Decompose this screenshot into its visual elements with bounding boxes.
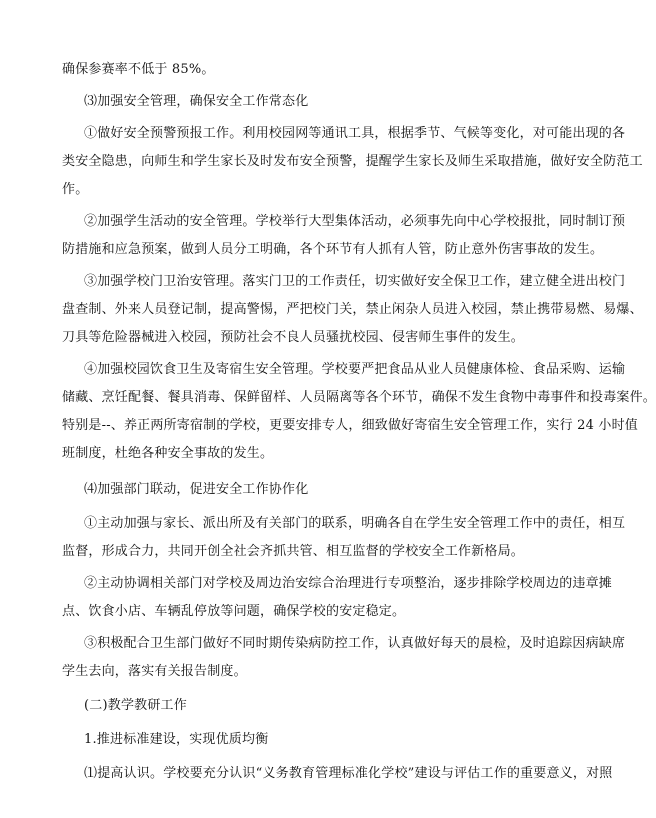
paragraph-line: 班制度，杜绝各种安全事故的发生。 bbox=[62, 446, 274, 461]
paragraph-line: 确保参赛率不低于 85%。 bbox=[62, 62, 215, 77]
paragraph-line: 监督，形成合力，共同开创全社会齐抓共管、相互监督的学校安全工作新格局。 bbox=[62, 544, 525, 559]
paragraph-line: 作。 bbox=[62, 182, 89, 197]
paragraph-line: 类安全隐患，向师生和学生家长及时发布安全预警，提醒学生家长及师生采取措施，做好安全防范工 bbox=[62, 154, 643, 169]
paragraph-line: 点、饮食小店、车辆乱停放等问题，确保学校的安定稳定。 bbox=[62, 604, 406, 619]
paragraph-line: 盘查制、外来人员登记制，提高警惕，严把校门关，禁止闲杂人员进入校园，禁止携带易燃、易爆、 bbox=[62, 302, 643, 317]
section-heading: ⑷加强部门联动，促进安全工作协作化 bbox=[84, 482, 309, 497]
paragraph-line: ①做好安全预警预报工作。利用校园网等通讯工具，根据季节、气候等变化，对可能出现的各 bbox=[84, 126, 626, 141]
subsection-heading: 1.推进标准建设，实现优质均衡 bbox=[84, 732, 269, 747]
section-heading: ⑶加强安全管理，确保安全工作常态化 bbox=[84, 94, 309, 109]
paragraph-line: ⑴提高认识。学校要充分认识“义务教育管理标准化学校”建设与评估工作的重要意义，对照 bbox=[84, 766, 613, 781]
paragraph-line: 学生去向，落实有关报告制度。 bbox=[62, 664, 247, 679]
paragraph-line: ②加强学生活动的安全管理。学校举行大型集体活动，必须事先向中心学校报批，同时制订预 bbox=[84, 214, 626, 229]
paragraph-line: 防措施和应急预案，做到人员分工明确，各个环节有人抓有人管，防止意外伤害事故的发生。 bbox=[62, 242, 604, 257]
paragraph-line: ④加强校园饮食卫生及寄宿生安全管理。学校要严把食品从业人员健康体检、食品采购、运输 bbox=[84, 362, 626, 377]
paragraph-line: ②主动协调相关部门对学校及周边治安综合治理进行专项整治，逐步排除学校周边的违章摊 bbox=[84, 576, 613, 591]
paragraph-line: 特别是--、养正两所寄宿制的学校，更要安排专人，细致做好寄宿生安全管理工作，实行 24 小时值 bbox=[62, 418, 638, 433]
paragraph-line: ①主动加强与家长、派出所及有关部门的联系，明确各自在学生安全管理工作中的责任，相互 bbox=[84, 516, 626, 531]
section-heading: (二)教学教研工作 bbox=[84, 698, 187, 713]
paragraph-line: ③积极配合卫生部门做好不同时期传染病防控工作，认真做好每天的晨检，及时追踪因病缺席 bbox=[84, 636, 626, 651]
paragraph-line: 刀具等危险器械进入校园，预防社会不良人员骚扰校园、侵害师生事件的发生。 bbox=[62, 330, 525, 345]
paragraph-line: 储藏、烹饪配餐、餐具消毒、保鲜留样、人员隔离等各个环节，确保不发生食物中毒事件和投毒案件。 bbox=[62, 390, 656, 405]
paragraph-line: ③加强学校门卫治安管理。落实门卫的工作责任，切实做好安全保卫工作，建立健全进出校门 bbox=[84, 274, 626, 289]
